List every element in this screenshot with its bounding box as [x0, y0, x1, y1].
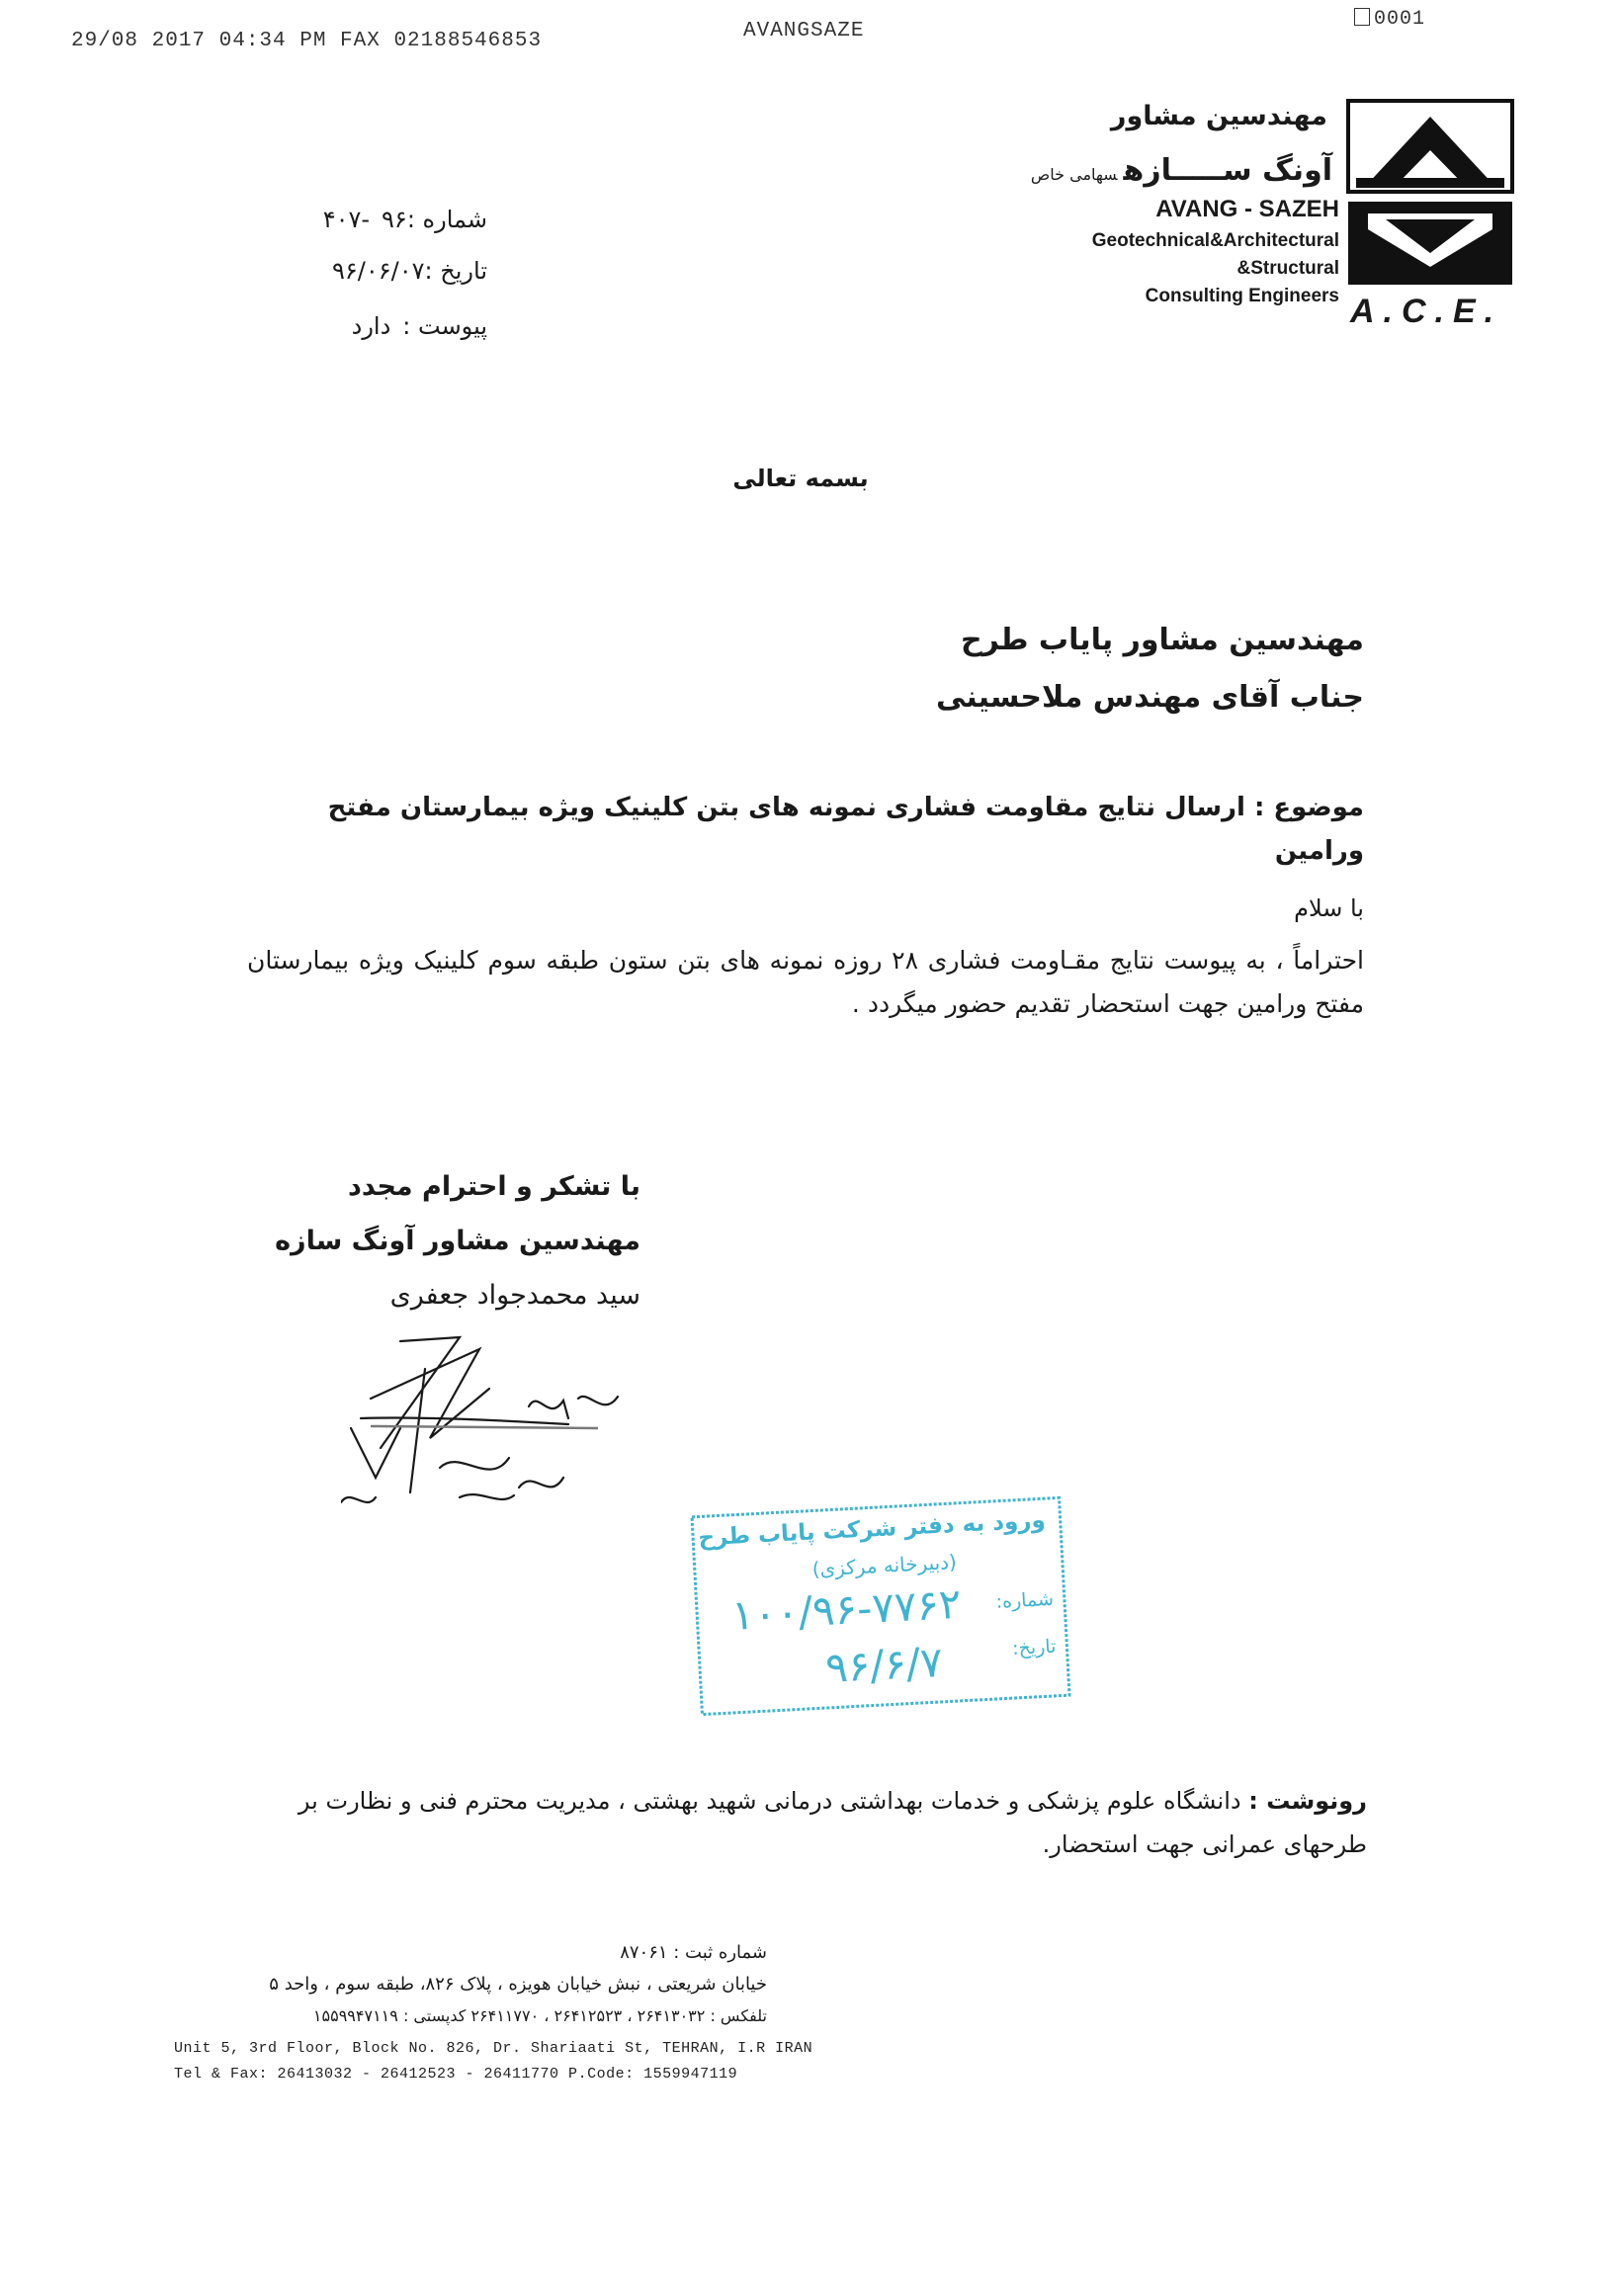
bismillah-heading: بسمه تعالی: [732, 465, 869, 492]
closing-company: مهندسین مشاور آونگ سازه: [275, 1226, 640, 1256]
company-desc-line1: Geotechnical&Architectural: [1091, 230, 1339, 251]
footer-address-fa: خیابان شریعتی ، نبش خیابان هویزه ، پلاک ۸۲۶، طبقه سوم ، واحد ۵: [269, 1974, 767, 1995]
subject-label: موضوع :: [1253, 793, 1364, 822]
footer-telephone-en: Tel & Fax: 26413032 - 26412523 - 26411770 P.Code: 1559947119: [174, 2066, 738, 2083]
company-name-en: AVANG - SAZEH: [1155, 196, 1339, 222]
number-label: شماره :: [406, 206, 487, 233]
cc-text: دانشگاه علوم پزشکی و خدمات بهداشتی درمانی شهید بهشتی ، مدیریت محترم فنی و نظارت بر طرحهای عمرانی جهت استحضار.: [298, 1787, 1367, 1858]
carbon-copy: [240, 1779, 1367, 1866]
date-value: ۹۶/۰۶/۰۷: [332, 257, 425, 285]
company-logo-text: A.C.E.: [1350, 293, 1503, 330]
closing-signatory: سید محمدجواد جعفری: [389, 1280, 640, 1311]
company-desc-line2: &Structural: [1236, 258, 1339, 279]
receipt-stamp: [689, 1494, 1072, 1718]
recipient-person: جناب آقای مهندس ملاحسینی: [936, 680, 1364, 715]
stamp-title: ورود به دفتر شرکت پایاب طرح: [697, 1507, 1047, 1552]
company-name-fa-line1: مهندسین مشاور: [1110, 101, 1327, 131]
number-value: ۹۶-۴۰۷: [322, 206, 407, 233]
footer-registration: شماره ثبت : ۸۷۰۶۱: [620, 1942, 767, 1963]
handwritten-signature: [341, 1329, 697, 1517]
cc-label: رونوشت :: [1248, 1787, 1367, 1815]
attachment-value: دارد: [351, 312, 391, 340]
fax-page-number: [1354, 8, 1425, 31]
company-name-fa: آونگ ســـــازه: [1123, 153, 1332, 188]
letter-number: [323, 206, 487, 233]
letter-subject: [326, 786, 1364, 873]
page-number-value: 0001: [1374, 8, 1426, 31]
date-label: تاریخ :: [424, 257, 487, 285]
letter-body: احتراماً ، به پیوست نتایج مقـاومت فشاری ۲۸ روزه نمونه های بتن ستون طبقه سوم کلینیک ویژه بیمارستان مفتح ورامین جهت استحضار تقدیم حضور میگردد .: [247, 946, 1364, 1018]
letter-date: [320, 257, 487, 285]
stamp-date-value: ۹۶/۶/۷: [823, 1637, 944, 1692]
footer-address-en: Unit 5, 3rd Floor, Block No. 826, Dr. Shariaati St, TEHRAN, I.R IRAN: [174, 2040, 813, 2057]
stamp-number-value: ۱۰۰/۹۶-۷۷۶۲: [730, 1578, 963, 1640]
company-name-fa-line2: [1031, 153, 1332, 188]
fax-sender-label: AVANGSAZE: [743, 20, 865, 43]
fax-header-line: 29/08 2017 04:34 PM FAX 02188546853: [71, 30, 543, 52]
stamp-number-label: شماره:: [995, 1587, 1055, 1613]
footer-telephone-fa: تلفکس : ۲۶۴۱۳۰۳۲ ، ۲۶۴۱۲۵۲۳ ، ۲۶۴۱۱۷۷۰ کدپستی : ۱۵۵۹۹۴۷۱۱۹: [312, 2006, 767, 2025]
attachment-label: پیوست :: [402, 312, 487, 340]
letter-attachment: [352, 312, 487, 340]
company-logo-icon: [1346, 99, 1514, 287]
recipient-company: مهندسین مشاور پایاب طرح: [960, 623, 1364, 657]
subject-text: ارسال نتایج مقاومت فشاری نمونه های بتن کلینیک ویژه بیمارستان مفتح ورامین: [327, 793, 1364, 866]
company-type-fa: سهامی خاص: [1030, 165, 1118, 184]
checkbox-icon: [1354, 8, 1370, 26]
greeting: با سلام: [1294, 894, 1364, 922]
company-description-en: [1092, 227, 1339, 310]
stamp-subtitle: (دبیرخانه مرکزی): [811, 1549, 958, 1581]
company-desc-line3: Consulting Engineers: [1145, 286, 1339, 306]
closing-regards: با تشکر و احترام مجدد: [348, 1171, 640, 1202]
stamp-date-label: تاریخ:: [1011, 1635, 1057, 1660]
